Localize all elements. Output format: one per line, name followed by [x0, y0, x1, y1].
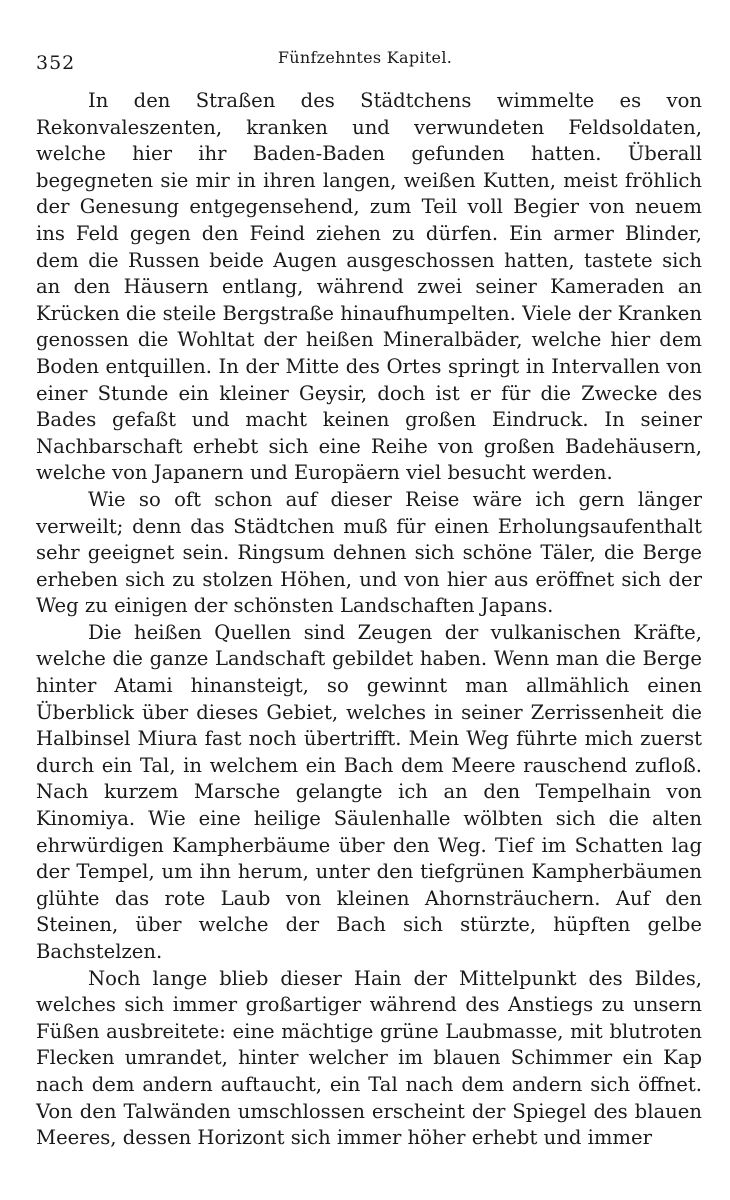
running-title: Fünfzehntes Kapitel. [277, 48, 453, 67]
paragraph-4: Noch lange blieb dieser Hain der Mittelpunkt des Bildes, welches sich immer großartiger während des Anstiegs zu unsern Füßen ausbreitete: eine mächtige grüne Laubmasse, mit blutroten Flecken umrandet, hinter welcher im blauen Schimmer ein Kap nach dem andern auftaucht, ein Tal nach dem andern sich öffnet. Von den Talwänden umschlossen erscheint der Spiegel des blauen Meeres, dessen Horizont sich immer höher erhebt und immer [36, 966, 702, 1150]
page-number: 352 [36, 52, 76, 74]
paragraph-3: Die heißen Quellen sind Zeugen der vulkanischen Kräfte, welche die ganze Landschaft gebildet haben. Wenn man die Berge hinter Atami hinansteigt, so gewinnt man allmählich einen Überblick über dieses Gebiet, welches in seiner Zerrissenheit die Halbinsel Miura fast noch übertrifft. Mein Weg führte mich zuerst durch ein Tal, in welchem ein Bach dem Meere rauschend zufloß. Nach kurzem Marsche gelangte ich an den Tempelhain von Kinomiya. Wie eine heilige Säulenhalle wölbten sich die alten ehrwürdigen Kampherbäume über den Weg. Tief im Schatten lag der Tempel, um ihn herum, unter den tiefgrünen Kampherbäumen glühte das rote Laub von kleinen Ahornsträuchern. Auf den Steinen, über welche der Bach sich stürzte, hüpften gelbe Bachstelzen. [36, 620, 702, 963]
body-text [36, 88, 702, 1152]
paragraph-2: Wie so oft schon auf dieser Reise wäre ich gern länger verweilt; denn das Städtchen muß für einen Erholungsaufenthalt sehr geeignet sein. Ringsum dehnen sich schöne Täler, die Berge erheben sich zu stolzen Höhen, und von hier aus eröffnet sich der Weg zu einigen der schönsten Landschaften Japans. [36, 487, 702, 618]
page-header [36, 48, 694, 72]
paragraph-1: In den Straßen des Städtchens wimmelte es von Rekonvaleszenten, kranken und verwundeten Feldsoldaten, welche hier ihr Baden-Baden gefunden hatten. Überall begegneten sie mir in ihren langen, weißen Kutten, meist fröhlich der Genesung entgegensehend, zum Teil voll Begier von neuem ins Feld gegen den Feind ziehen zu dürfen. Ein armer Blinder, dem die Russen beide Augen ausgeschossen hatten, tastete sich an den Häusern entlang, während zwei seiner Kameraden an Krücken die steile Bergstraße hinaufhumpelten. Viele der Kranken genossen die Wohltat der heißen Mineralbäder, welche hier dem Boden entquillen. In der Mitte des Ortes springt in Intervallen von einer Stunde ein kleiner Geysir, doch ist er für die Zwecke des Bades gefaßt und macht keinen großen Eindruck. In seiner Nachbarschaft erhebt sich eine Reihe von großen Badehäusern, welche von Japanern und Europäern viel besucht werden. [36, 89, 702, 485]
